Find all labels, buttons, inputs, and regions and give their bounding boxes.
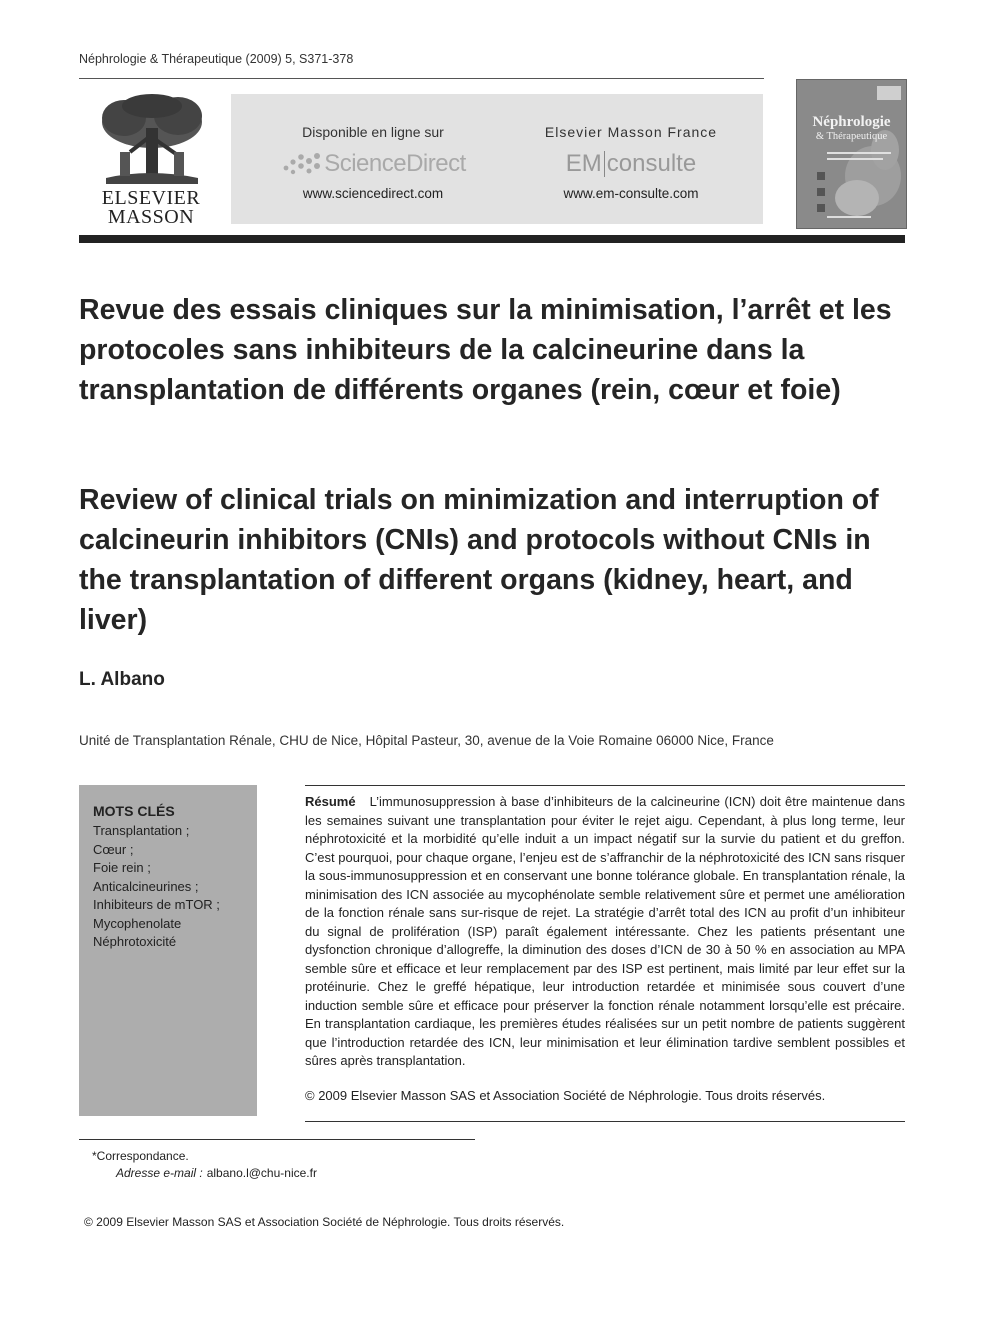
abstract-top-rule xyxy=(305,785,905,786)
emconsulte-logo xyxy=(511,148,751,180)
abstract-label: Résumé xyxy=(305,794,356,809)
sciencedirect-logo xyxy=(253,148,493,180)
keyword-item: Mycophenolate xyxy=(93,915,182,931)
article-title-french: Revue des essais cliniques sur la minimisation, l’arrêt et les protocoles sans inhibiteurs de la calcineurine dans la transplantation de différents organes (rein, cœur et foie) xyxy=(79,294,892,406)
abstract-paragraph xyxy=(305,793,905,1071)
emconsulte-logo-left: EM xyxy=(565,150,602,177)
cover-subtitle: & Thérapeutique xyxy=(815,131,888,142)
sciencedirect-dots-icon xyxy=(280,150,324,178)
tree-logo-icon xyxy=(90,92,212,188)
keyword-item: Néphrotoxicité xyxy=(93,934,177,949)
sciencedirect-caption: Disponible en ligne sur xyxy=(302,124,444,140)
emconsulte-logo-divider xyxy=(604,151,605,177)
keywords-heading: MOTS CLÉS xyxy=(93,803,175,819)
email-address[interactable]: albano.l@chu-nice.fr xyxy=(206,1166,317,1180)
keywords-list xyxy=(93,822,220,952)
author-name: L. Albano xyxy=(79,669,165,690)
keyword-item: Cœur ; xyxy=(93,841,134,857)
elsevier-masson-logo xyxy=(90,92,212,232)
cover-title: Néphrologie xyxy=(812,114,891,130)
email-label: Adresse e-mail : xyxy=(116,1166,203,1180)
article-title-english: Review of clinical trials on minimization and interruption of calcineurin inhibitors (CNIs) and protocols without CNIs in the transplantation of different organs (kidney, heart, and liver) xyxy=(79,484,879,636)
top-divider xyxy=(79,78,764,79)
emconsulte-url[interactable]: www.em-consulte.com xyxy=(563,186,699,201)
journal-cover-thumbnail xyxy=(796,79,907,229)
abstract-copyright: © 2009 Elsevier Masson SAS et Association Société de Néphrologie. Tous droits réservés. xyxy=(305,1088,826,1103)
emconsulte-caption: Elsevier Masson France xyxy=(544,124,718,140)
sciencedirect-logo-text: ScienceDirect xyxy=(324,150,466,177)
logo-word-elsevier: ELSEVIER xyxy=(101,187,201,209)
author-affiliation: Unité de Transplantation Rénale, CHU de Nice, Hôpital Pasteur, 30, avenue de la Voie Romaine 06000 Nice, France xyxy=(79,733,774,748)
keyword-item: Anticalcineurines ; xyxy=(93,878,199,894)
keyword-item: Transplantation ; xyxy=(93,823,190,838)
header-thick-rule xyxy=(79,235,905,243)
keywords-box xyxy=(79,785,257,1116)
online-availability-banner xyxy=(231,94,763,224)
abstract-bottom-rule xyxy=(305,1121,905,1122)
emconsulte-logo-right: consulte xyxy=(606,150,697,177)
footer-copyright: © 2009 Elsevier Masson SAS et Association Société de Néphrologie. Tous droits réservés. xyxy=(84,1215,565,1229)
journal-reference: Néphrologie & Thérapeutique (2009) 5, S371-378 xyxy=(79,52,354,66)
footnote-correspondence: *Correspondance. xyxy=(92,1149,189,1163)
cover-art-icon xyxy=(797,80,906,228)
sciencedirect-block xyxy=(253,94,493,201)
footnote-email-line xyxy=(116,1166,317,1180)
sciencedirect-url[interactable]: www.sciencedirect.com xyxy=(302,186,444,201)
footnote-rule xyxy=(79,1139,475,1140)
emconsulte-block xyxy=(511,94,751,201)
keyword-item: Inhibiteurs de mTOR ; xyxy=(93,897,220,912)
abstract-text: L’immunosuppression à base d’inhibiteurs de la calcineurine (ICN) doit être maintenue dans les semaines suivant une transplantation pour éviter le rejet aigu. Cependant, à plus long terme, leur néphrotoxicité et la morbidité qu’elle induit a un impact négatif sur la survie du patient et du greffon. C’est pourquoi, pour chaque organe, l’enjeu est de s’affranchir de la néphrotoxicité des ICN sans risquer la sous-immunosuppression et en conservant une bonne tolérance globale. En transplantation rénale, la minimisation des ICN associée au mycophénolate semble relativement sûre et permet une amélioration de la fonction rénale sans sur-risque de rejet. La stratégie d’arrêt total des ICN au profit d’un inhibiteur du signal de prolifération (ISP) paraît également intéressante. Chez les patients présentant une dysfonction chronique d’allogreffe, la diminution des doses d’ICN de 30 à 50 % en association au MPA semble sûre et efficace et leur remplacement par des ISP est pertinent, mais limité par leur effet sur la protéinurie. Chez le greffé hépatique, leur introduction retardée et minimisée sous couvert d’une induction semble sûre et efficace pour préserver la fonction rénale notamment lorsqu’elle est précaire. En transplantation cardiaque, les premières études réalisées sur un petit nombre de patients suggèrent que l’introduction retardée des ICN, leur minimisation et leur élimination tardive semblent possibles et sûres après transplantation. xyxy=(305,794,905,1068)
logo-word-masson: MASSON xyxy=(107,206,195,228)
keyword-item: Foie rein ; xyxy=(93,860,151,875)
